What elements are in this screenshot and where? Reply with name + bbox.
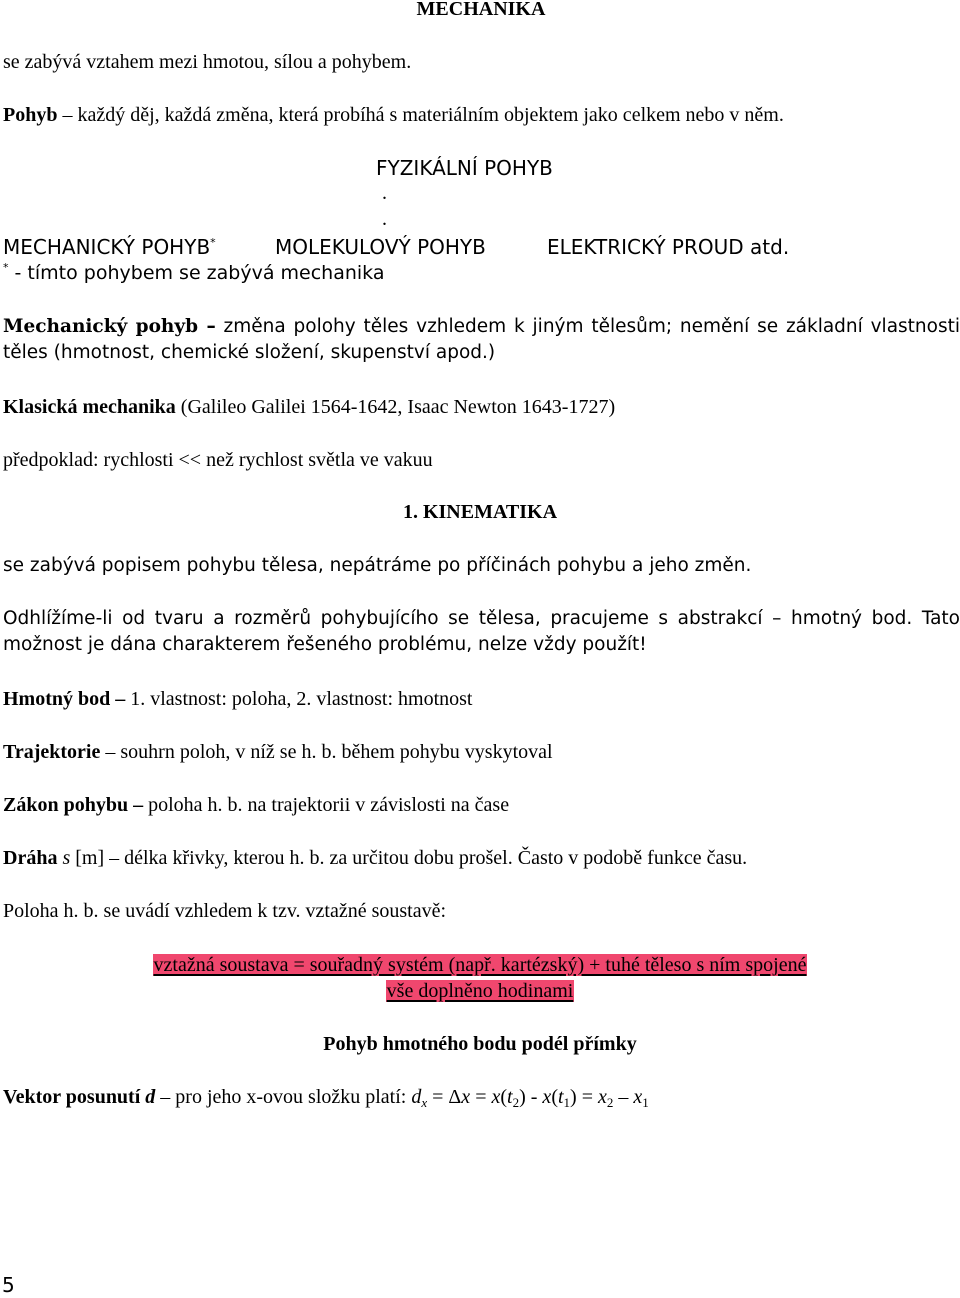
trajektorie-term: Trajektorie <box>3 741 101 763</box>
vektor-symbol: d <box>145 1086 156 1108</box>
vektor-term: Vektor posunutí <box>3 1086 141 1108</box>
highlight-line1 <box>0 952 960 978</box>
kinematika-text: se zabývá popisem pohybu tělesa, nepátráme po příčinách pohybu a jeho změn. <box>3 555 752 576</box>
trajektorie-text: – souhrn poloh, v níž se h. b. během pohybu vyskytoval <box>100 741 553 763</box>
footnote <box>3 260 385 286</box>
dot-1: . <box>382 182 387 204</box>
zakon-pohybu <box>3 792 509 818</box>
mechanicky-pohyb-type <box>3 234 216 260</box>
pohyb-def: – každý děj, každá změna, která probíhá s materiálním objektem jako celkem nebo v něm. <box>57 104 784 126</box>
highlight-text-1: vztažná soustava = souřadný systém (např. kartézský) + tuhé těleso s ním spojené <box>153 954 807 976</box>
mech-pohyb-dash: – <box>198 316 216 337</box>
mechanicky-pohyb-def-line1 <box>3 314 960 340</box>
kinematika-heading <box>0 499 960 525</box>
page-title <box>0 0 960 22</box>
zakon-term: Zákon pohybu – <box>3 794 144 816</box>
section-subtitle <box>0 1031 960 1057</box>
hmotny-bod-term: Hmotný bod – <box>3 688 126 710</box>
klasicka-term: Klasická mechanika <box>3 396 176 418</box>
elektricky-proud-type: ELEKTRICKÝ PROUD atd. <box>547 235 790 259</box>
page-number: 5 <box>2 1273 15 1297</box>
odhlizime-line2: možnost je dána charakterem řešeného problému, nelze vždy použít! <box>3 634 647 655</box>
draha-symbol: s <box>62 847 71 869</box>
footnote-star: * <box>3 261 9 274</box>
dot-2: . <box>382 208 387 230</box>
highlight-line2 <box>0 978 960 1004</box>
mech-type-label: MECHANICKÝ POHYB <box>3 235 211 259</box>
mech-star: * <box>210 236 216 249</box>
vektor-posunuti <box>3 1084 649 1110</box>
klasicka-text: (Galileo Galilei 1564-1642, Isaac Newton 1643-1727) <box>175 396 616 418</box>
mech-pohyb-line1: změna polohy těles vzhledem k jiným tělesům; nemění se základní vlastnosti <box>215 316 960 337</box>
vektor-text: – pro jeho x-ovou složku platí: <box>155 1086 412 1108</box>
trajektorie <box>3 739 553 765</box>
pohyb-term: Pohyb <box>3 104 58 126</box>
zakon-text: poloha h. b. na trajektorii v závislosti na čase <box>143 794 510 816</box>
mechanicky-pohyb-def-line2: těles (hmotnost, chemické složení, skupenství apod.) <box>3 342 496 363</box>
draha-term: Dráha <box>3 847 58 869</box>
poloha-text: Poloha h. b. se uvádí vzhledem k tzv. vztažné soustavě: <box>3 900 447 922</box>
kinematika-title: 1. KINEMATIKA <box>402 501 558 523</box>
fyzikalni-pohyb: FYZIKÁLNÍ POHYB <box>376 156 553 180</box>
footnote-text: - tímto pohybem se zabývá mechanika <box>8 262 385 284</box>
molekulovy-pohyb-type: MOLEKULOVÝ POHYB <box>275 235 486 259</box>
klasicka-mechanika <box>3 394 615 420</box>
highlight-text-2: vše doplněno hodinami <box>386 980 574 1002</box>
vektor-equation: $d_x = \Delta x = x(t_2) - x(t_1) = x_2 - x_1$ <box>411 1086 649 1110</box>
odhlizime-line1: Odhlížíme-li od tvaru a rozměrů pohybujícího se tělesa, pracujeme s abstrakcí – hmotný bod. Tato <box>3 608 960 629</box>
mech-pohyb-term: Mechanický pohyb <box>3 316 199 337</box>
subtitle-text: Pohyb hmotného bodu podél přímky <box>323 1033 637 1055</box>
draha-text: [m] – délka křivky, kterou h. b. za určitou dobu prošel. Často v podobě funkce času. <box>70 847 748 869</box>
predpoklad: předpoklad: rychlosti << než rychlost světla ve vakuu <box>3 449 433 471</box>
draha <box>3 845 747 871</box>
intro-text: se zabývá vztahem mezi hmotou, sílou a pohybem. <box>3 51 412 73</box>
page-title-text: MECHANIKA <box>416 0 546 20</box>
hmotny-bod-text: 1. vlastnost: poloha, 2. vlastnost: hmotnost <box>125 688 473 710</box>
pohyb-definition <box>3 102 784 128</box>
hmotny-bod <box>3 686 472 712</box>
